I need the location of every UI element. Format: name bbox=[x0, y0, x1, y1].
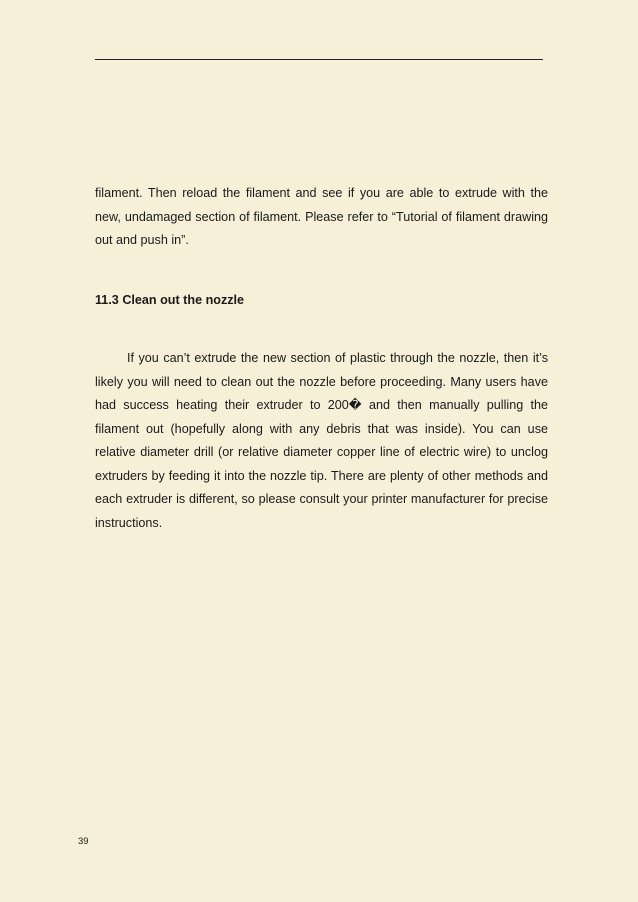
section-heading: 11.3 Clean out the nozzle bbox=[95, 293, 245, 307]
section-body-paragraph: If you can’t extrude the new section of plastic through the nozzle, then it’s likely you will need to clean out the nozzle before proceeding. Many users have had success heating their extruder to 200� and then manually pulling the filament out (hopefully along with any debris that was inside). You can use relative diameter drill (or relative diameter copper line of electric wire) to unclog extruders by feeding it into the nozzle tip. There are plenty of other methods and each extruder is different, so please consult your printer manufacturer for precise instructions. bbox=[95, 351, 548, 530]
header-rule bbox=[95, 59, 543, 60]
page-number: 39 bbox=[78, 836, 89, 847]
continuation-paragraph: filament. Then reload the filament and see if you are able to extrude with the new, undamaged section of filament. Please refer to “Tutorial of filament drawing out and push in”. bbox=[95, 186, 548, 247]
